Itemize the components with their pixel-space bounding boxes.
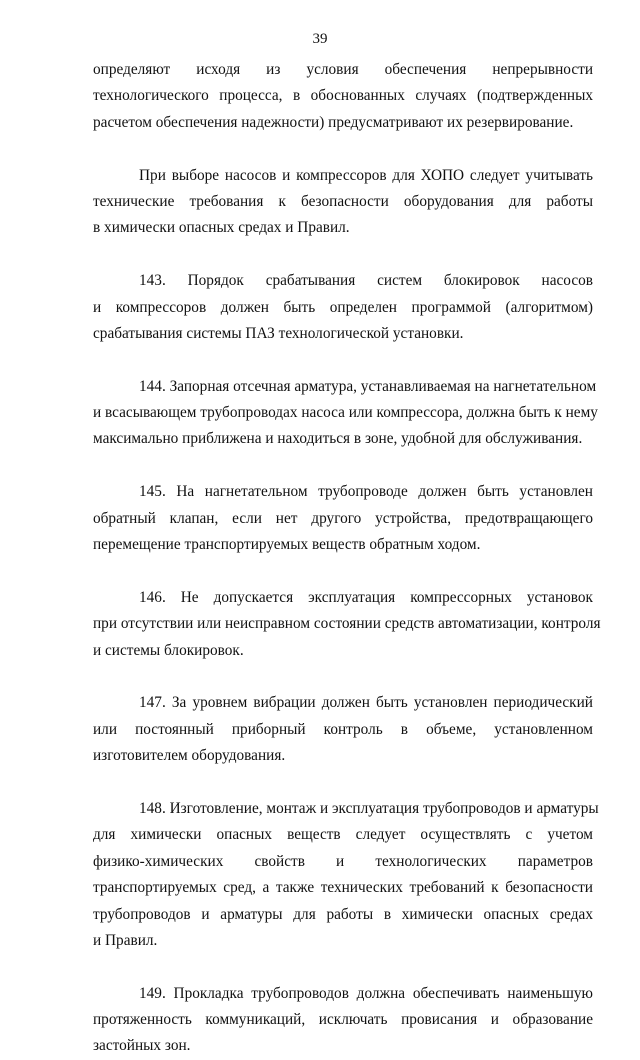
paragraph-gap [93, 664, 593, 690]
paragraph [93, 479, 593, 558]
text-line: и всасывающем трубопроводах насоса или компрессора, должна быть к нему [93, 404, 598, 422]
page-number: 39 [312, 31, 328, 47]
text-line: расчетом обеспечения надежности) предусматривают их резервирование. [93, 113, 574, 131]
paragraph-gap [93, 954, 593, 980]
text-line: перемещение транспортируемых веществ обратным ходом. [93, 536, 481, 554]
paragraph-gap [93, 558, 593, 584]
text-line: срабатывания системы ПАЗ технологической установки. [93, 324, 464, 342]
text-line: 147. За уровнем вибрации должен быть установлен периодический [139, 694, 593, 712]
text-line: физико-химических свойств и технологических параметров [93, 852, 593, 870]
text-line: транспортируемых сред, а также технических требований к безопасности [93, 879, 593, 897]
paragraph-gap [93, 453, 593, 479]
text-line: 148. Изготовление, монтаж и эксплуатация трубопроводов и арматуры [139, 799, 599, 817]
paragraph [93, 57, 593, 136]
text-line: 146. Не допускается эксплуатация компрессорных установок [139, 588, 593, 606]
text-line: обратный клапан, если нет другого устройства, предотвращающего [93, 509, 593, 527]
paragraph [93, 796, 599, 954]
text-line: технические требования к безопасности оборудования для работы [93, 192, 593, 210]
paragraph [93, 374, 598, 453]
text-line: и компрессоров должен быть определен программой (алгоритмом) [93, 298, 593, 316]
paragraph [93, 163, 593, 242]
text-line: 143. Порядок срабатывания систем блокировок насосов [139, 272, 593, 290]
paragraph-gap [93, 136, 593, 162]
paragraph-gap [93, 347, 593, 373]
text-line: в химически опасных средах и Правил. [93, 219, 350, 237]
text-line: и Правил. [93, 931, 158, 949]
text-line: технологического процесса, в обоснованных случаях (подтвержденных [93, 87, 593, 105]
text-line: изготовителем оборудования. [93, 747, 286, 765]
paragraph [93, 981, 593, 1060]
text-line: максимально приближена и находиться в зоне, удобной для обслуживания. [93, 430, 583, 448]
paragraph-gap [93, 770, 593, 796]
paragraph-gap [93, 242, 593, 268]
text-line: протяженность коммуникаций, исключать провисания и образование [93, 1011, 593, 1029]
paragraph [93, 268, 593, 347]
paragraph [93, 585, 601, 664]
text-line: при отсутствии или неисправном состоянии средств автоматизации, контроля [93, 615, 601, 633]
text-line: При выборе насосов и компрессоров для ХОПО следует учитывать [139, 166, 593, 184]
paragraph [93, 690, 593, 769]
text-line: или постоянный приборный контроль в объеме, установленном [93, 720, 593, 738]
text-line: застойных зон. [93, 1037, 191, 1055]
text-line: 144. Запорная отсечная арматура, устанавливаемая на нагнетательном [139, 377, 597, 395]
text-line: и системы блокировок. [93, 641, 244, 659]
text-line: 145. На нагнетательном трубопроводе должен быть установлен [139, 483, 593, 501]
document-body [93, 57, 601, 1060]
text-line: трубопроводов и арматуры для работы в химически опасных средах [93, 905, 593, 923]
text-line: определяют исходя из условия обеспечения непрерывности [93, 61, 593, 78]
text-line: 149. Прокладка трубопроводов должна обеспечивать наименьшую [139, 984, 593, 1002]
text-line: для химически опасных веществ следует осуществлять с учетом [93, 826, 593, 844]
